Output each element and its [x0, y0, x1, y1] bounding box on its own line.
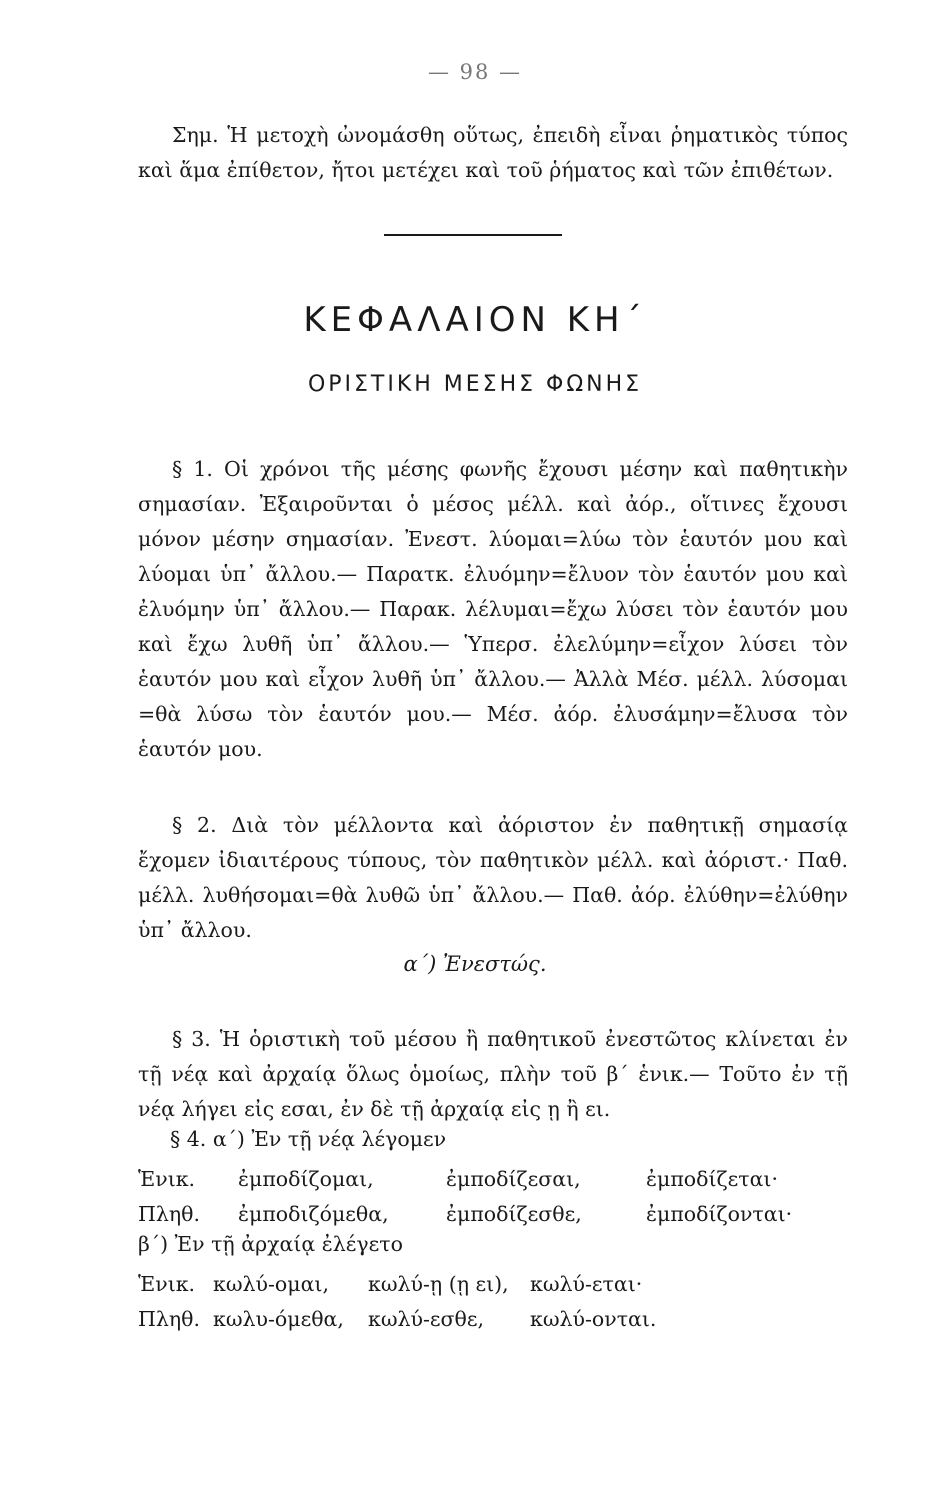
table-cell: ἐμποδίζεσθε,: [446, 1202, 582, 1226]
paragraph-1: § 1. Οἱ χρόνοι τῆς μέσης φωνῆς ἔχουσι μέσην καὶ παθητικὴν σημασίαν. Ἐξαιροῦνται ὁ μέσος μέλλ. καὶ ἀόρ., οἵτινες ἔχουσι μόνον μέσην σημασίαν. Ἐνεστ. λύομαι=λύω τὸν ἑαυτόν μου καὶ λύομαι ὑπ᾽ ἄλλου.— Παρατκ. ἐλυόμην=ἔλυον τὸν ἑαυτόν μου καὶ ἐλυόμην ὑπ᾽ ἄλλου.— Παρακ. λέλυμαι=ἔχω λύσει τὸν ἑαυτόν μου καὶ ἔχω λυθῆ ὑπ᾽ ἄλλου.— Ὑπερσ. ἐλελύμην=εἶχον λύσει τὸν ἑαυτόν μου καὶ εἶχον λυθῆ ὑπ᾽ ἄλλου.— Ἀλλὰ Μέσ. μέλλ. λύσομαι =θὰ λύσω τὸν ἑαυτόν μου.— Μέσ. ἀόρ. ἐλυσάμην=ἔλυσα τὸν ἑαυτόν μου.: [138, 457, 848, 761]
table-cell: κωλυ-όμεθα,: [213, 1307, 344, 1331]
table-cell: κωλύ-εσθε,: [368, 1307, 485, 1331]
table-cell: κωλύ-ονται.: [530, 1307, 657, 1331]
table-cell: κωλύ-ῃ (ῃ ει),: [368, 1272, 509, 1296]
table-row: [138, 1267, 858, 1302]
paragraph-4-heading: § 4. α΄) Ἐν τῇ νέᾳ λέγομεν: [170, 1127, 447, 1151]
table-cell: Πληθ.: [138, 1307, 201, 1331]
table-cell: Ἑνικ.: [138, 1272, 196, 1296]
page-number: — 98 —: [427, 60, 523, 84]
sub-b-heading: β΄) Ἐν τῇ ἀρχαίᾳ ἐλέγετο: [138, 1232, 403, 1256]
table-cell: ἐμποδιζόμεθα,: [238, 1202, 389, 1226]
table-cell: ἐμποδίζεται·: [646, 1167, 778, 1191]
table-cell: Πληθ.: [138, 1202, 201, 1226]
table-row: [138, 1197, 858, 1232]
table-cell: κωλύ-εται·: [530, 1272, 643, 1296]
table-cell: ἐμποδίζονται·: [646, 1202, 793, 1226]
chapter-title: ΚΕΦΑΛΑΙΟΝ ΚΗ΄: [303, 300, 647, 340]
table-row: [138, 1162, 858, 1197]
conjugation-table-ancient: [138, 1267, 858, 1337]
table-cell: Ἑνικ.: [138, 1167, 196, 1191]
paragraph-2: § 2. Διὰ τὸν μέλλοντα καὶ ἀόριστον ἐν παθητικῇ σημασίᾳ ἔχομεν ἰδιαιτέρους τύπους, τὸν παθητικὸν μέλλ. καὶ ἀόριστ.· Παθ. μέλλ. λυθήσομαι=θὰ λυθῶ ὑπ᾽ ἄλλου.— Παθ. ἀόρ. ἐλύθην=ἐλύθην ὑπ᾽ ἄλλου.: [138, 813, 848, 942]
note-paragraph: Σημ. Ἡ μετοχὴ ὠνομάσθη οὕτως, ἐπειδὴ εἶναι ῥηματικὸς τύπος καὶ ἅμα ἐπίθετον, ἤτοι μετέχει καὶ τοῦ ῥήματος καὶ τῶν ἐπιθέτων.: [138, 123, 848, 182]
conjugation-table-modern: [138, 1162, 858, 1232]
divider-rule: [384, 234, 562, 236]
section-title: α΄) Ἐνεστώς.: [403, 952, 547, 976]
table-cell: ἐμποδίζομαι,: [238, 1167, 374, 1191]
chapter-subtitle: ΟΡΙΣΤΙΚΗ ΜΕΣΗΣ ΦΩΝΗΣ: [307, 372, 643, 397]
table-row: [138, 1302, 858, 1337]
table-cell: κωλύ-ομαι,: [213, 1272, 329, 1296]
table-cell: ἐμποδίζεσαι,: [446, 1167, 581, 1191]
paragraph-3: § 3. Ἡ ὁριστικὴ τοῦ μέσου ἢ παθητικοῦ ἐνεστῶτος κλίνεται ἐν τῇ νέᾳ καὶ ἀρχαίᾳ ὅλως ὁμοίως, πλὴν τοῦ β΄ ἑνικ.— Τοῦτο ἐν τῇ νέᾳ λήγει εἰς εσαι, ἐν δὲ τῇ ἀρχαίᾳ εἰς ῃ ἢ ει.: [138, 1027, 848, 1121]
